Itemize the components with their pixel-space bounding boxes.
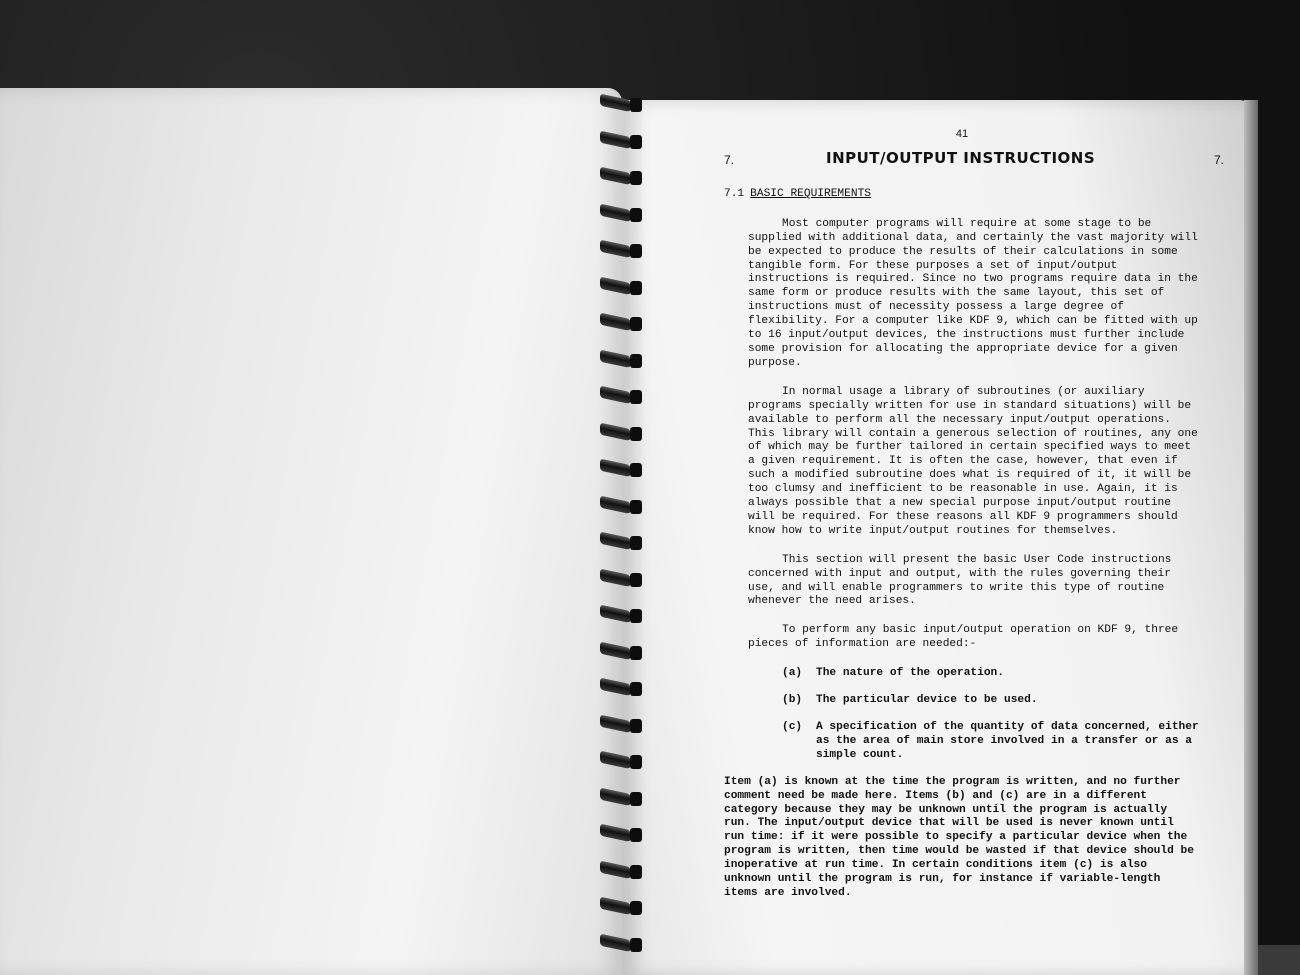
punch-hole (630, 427, 642, 441)
coil-wire (600, 714, 632, 733)
coil-wire (600, 422, 632, 441)
binding-coil (600, 131, 644, 151)
section-heading (724, 188, 1200, 202)
chapter-title: INPUT/OUTPUT INSTRUCTIONS (826, 148, 1096, 167)
coil-wire (600, 897, 632, 916)
coil-wire (600, 276, 632, 295)
punch-hole (630, 901, 642, 915)
binding-coil (600, 788, 644, 808)
binding-coil (600, 642, 644, 662)
punch-hole (630, 354, 642, 368)
punch-hole (630, 135, 642, 149)
punch-hole (630, 938, 642, 952)
list-item-label: (c) (782, 721, 803, 733)
binding-coil (600, 423, 644, 443)
punch-hole (630, 719, 642, 733)
binding-coil (600, 532, 644, 552)
coil-wire (600, 349, 632, 368)
coil-wire (600, 641, 632, 660)
binding-coil (600, 277, 644, 297)
left-blank-page (0, 88, 622, 975)
binding-coil (600, 496, 644, 516)
coil-wire (600, 568, 632, 587)
chapter-number-right: 7. (1213, 152, 1224, 167)
coil-wire (600, 787, 632, 806)
page-number: 41 (955, 128, 969, 140)
punch-hole (630, 463, 642, 477)
paragraph: Most computer programs will require at some stage to be supplied with additional data, and certainly the vast majority will be expected to produce the results of their calculations in some tangible form. For these purposes a set of input/output instructions is required. Since no two programs require data in the same form or produce results with the same layout, this set of instructions must of necessity possess a large degree of flexibility. For a computer like KDF 9, which can be fitted with up to 16 input/output devices, the instructions must further include some provision for allocating the appropriate device for a given purpose. (748, 217, 1198, 369)
punch-hole (630, 755, 642, 769)
coil-wire (600, 94, 632, 113)
binding-coil (600, 751, 644, 771)
binding-coil (600, 459, 644, 479)
coil-wire (600, 605, 632, 624)
punch-hole (630, 646, 642, 660)
list-item (782, 694, 1200, 708)
binding-coil (600, 934, 644, 954)
coil-wire (600, 495, 632, 514)
punch-hole (630, 281, 642, 295)
punch-hole (630, 865, 642, 879)
list-item-text: The particular device to be used. (816, 694, 1038, 707)
binding-coil (600, 824, 644, 844)
binding-coil (600, 167, 644, 187)
binding-coil (600, 94, 644, 114)
binding-coil (600, 605, 644, 625)
coil-wire (600, 167, 632, 186)
list-item-text: A specification of the quantity of data concerned, either as the area of main store involved in a transfer or as a simple count. (816, 721, 1199, 761)
binding-coil (600, 350, 644, 370)
page-edge-shadow (1244, 100, 1258, 975)
punch-hole (630, 828, 642, 842)
spiral-binding (600, 90, 644, 975)
paragraph: In normal usage a library of subroutines (or auxiliary programs specially written for use in standard situations) will be available to perform all the necessary input/output operations. This library will contain a generous selection of routines, any one of which may be further tailored in certain specified ways to meet a given requirement. It is often the case, however, that even if such a modified subroutine does what is required of it, it will be too clumsy and inefficient to be reasonable in use. Again, it is always possible that a new special purpose input/output routine will be required. For these reasons all KDF 9 programmers should know how to write input/output routines for themselves. (748, 385, 1198, 537)
coil-wire (600, 459, 632, 478)
binding-coil (600, 569, 644, 589)
coil-wire (600, 313, 632, 332)
list-item-label: (a) (782, 667, 803, 680)
list-item-label: (b) (782, 694, 803, 707)
binding-coil (600, 204, 644, 224)
punch-hole (630, 500, 642, 514)
punch-hole (630, 682, 642, 696)
coil-wire (600, 824, 632, 843)
binding-coil (600, 386, 644, 406)
requirements-list (782, 667, 1200, 763)
binding-coil (600, 313, 644, 333)
binding-coil (600, 240, 644, 260)
chapter-header (724, 148, 1224, 174)
coil-wire (600, 751, 632, 770)
paragraph: This section will present the basic User Code instructions concerned with input and output, with the rules governing their use, and will enable programmers to write this type of routine whenever the need arises. (748, 553, 1172, 608)
section-body (748, 218, 1200, 763)
punch-hole (630, 573, 642, 587)
coil-wire (600, 130, 632, 149)
punch-hole (630, 536, 642, 550)
coil-wire (600, 386, 632, 405)
punch-hole (630, 609, 642, 623)
page-content (724, 128, 1224, 901)
coil-wire (600, 933, 632, 952)
list-item-text: The nature of the operation. (816, 667, 1004, 680)
list-item (782, 667, 1200, 681)
punch-hole (630, 208, 642, 222)
binding-coil (600, 715, 644, 735)
punch-hole (630, 792, 642, 806)
punch-hole (630, 390, 642, 404)
paragraph: To perform any basic input/output operation on KDF 9, three pieces of information are needed:- (748, 624, 1179, 651)
binding-coil (600, 861, 644, 881)
punch-hole (630, 98, 642, 112)
punch-hole (630, 317, 642, 331)
punch-hole (630, 171, 642, 185)
coil-wire (600, 203, 632, 222)
list-item (782, 721, 1200, 763)
coil-wire (600, 240, 632, 259)
final-paragraph: Item (a) is known at the time the program is written, and no further comment need be made here. Items (b) and (c) are in a different category because they may be unknown until the program is actually run. The input/output device that will be used is never known until run time: if it were possible to specify a particular device when the program is written, then time would be wasted if that device should be inoperative at run time. In certain conditions item (c) is also unknown until the program is run, for instance if variable-length items are involved. (724, 775, 1194, 899)
coil-wire (600, 532, 632, 551)
coil-wire (600, 860, 632, 879)
chapter-number-left: 7. (724, 152, 735, 167)
punch-hole (630, 244, 642, 258)
section-number: 7.1 (724, 187, 745, 200)
binding-coil (600, 678, 644, 698)
binding-coil (600, 897, 644, 917)
section-title: BASIC REQUIREMENTS (750, 187, 872, 200)
coil-wire (600, 678, 632, 697)
